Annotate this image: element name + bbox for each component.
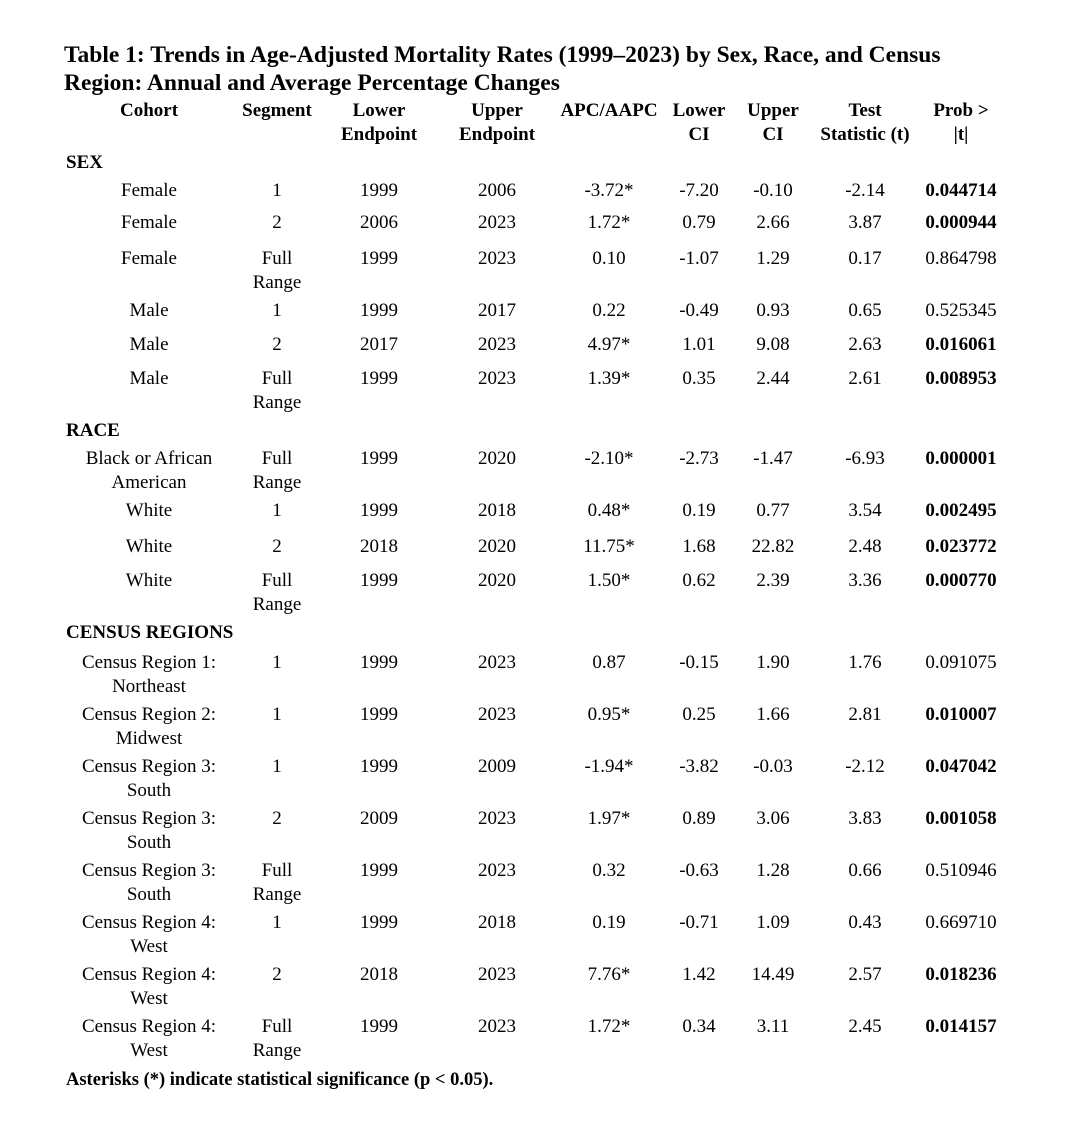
table-cell-lower: 1999	[360, 500, 398, 521]
header-upper-ci-line: Upper	[747, 100, 799, 121]
table-cell-segment	[232, 807, 322, 831]
table-cell-upper: 2023	[478, 1016, 516, 1037]
table-cell-apc: 0.22	[592, 300, 626, 321]
table-cell-cohort-line: White	[125, 500, 173, 521]
table-cell-cohort-line: Female	[121, 248, 177, 269]
section-label-race: RACE	[66, 420, 120, 441]
table-cell-segment-line: Range	[252, 1040, 302, 1061]
table-cell-segment-line: Full	[261, 570, 293, 591]
table-cell-t: 0.43	[848, 912, 882, 933]
table-cell-cohort	[49, 1015, 249, 1063]
header-prob-line: |t|	[953, 124, 969, 145]
table-cell-cohort-line: Midwest	[115, 728, 183, 749]
table-cell-segment-line: 2	[272, 212, 282, 233]
table-cell-cohort	[49, 447, 249, 495]
table-cell-cohort	[49, 535, 249, 559]
table-cell-upper: 2023	[478, 652, 516, 673]
table-cell-lci: 1.01	[682, 334, 716, 355]
table-cell-cohort	[49, 333, 249, 357]
table-cell-uci: 1.90	[756, 652, 790, 673]
table-cell-p: 0.008953	[925, 368, 997, 389]
section-label-sex: SEX	[66, 152, 103, 173]
table-cell-lci: 0.79	[682, 212, 716, 233]
table-cell-cohort	[49, 247, 249, 271]
table-cell-p: 0.000001	[925, 448, 997, 469]
header-lower-endpoint-line: Endpoint	[340, 124, 418, 145]
table-cell-lower: 1999	[360, 652, 398, 673]
table-cell-t: 3.83	[848, 808, 882, 829]
table-cell-uci: 22.82	[751, 536, 795, 557]
table-cell-p: 0.016061	[925, 334, 997, 355]
table-cell-cohort-line: South	[126, 832, 172, 853]
table-cell-apc: -1.94*	[584, 756, 634, 777]
table-cell-cohort-line: Census Region 2:	[81, 704, 217, 725]
table-cell-uci: 2.44	[756, 368, 790, 389]
table-cell-upper: 2018	[478, 500, 516, 521]
table-cell-segment-line: Range	[252, 884, 302, 905]
table-cell-cohort	[49, 755, 249, 803]
table-cell-cohort-line: Black or African	[85, 448, 213, 469]
table-cell-lci: 0.34	[682, 1016, 716, 1037]
table-cell-cohort-line: Female	[121, 212, 177, 233]
table-cell-p: 0.018236	[925, 964, 997, 985]
section-label-census: CENSUS REGIONS	[66, 622, 234, 643]
table-cell-lci: -0.49	[679, 300, 719, 321]
table-cell-upper: 2017	[478, 300, 516, 321]
table-cell-cohort	[49, 911, 249, 959]
table-cell-apc: 0.32	[592, 860, 626, 881]
table-cell-segment-line: Range	[252, 594, 302, 615]
table-cell-cohort-line: West	[130, 1040, 168, 1061]
table-cell-uci: 2.39	[756, 570, 790, 591]
table-cell-t: -6.93	[845, 448, 885, 469]
header-prob	[886, 99, 1036, 147]
table-cell-cohort-line: West	[130, 936, 168, 957]
table-cell-upper: 2009	[478, 756, 516, 777]
table-cell-lci: -7.20	[679, 180, 719, 201]
table-cell-cohort	[49, 299, 249, 323]
table-cell-lci: 1.42	[682, 964, 716, 985]
header-upper-ci-line: CI	[762, 124, 784, 145]
table-cell-segment	[232, 299, 322, 323]
table-cell-cohort-line: Census Region 1:	[81, 652, 217, 673]
table-cell-lower: 1999	[360, 704, 398, 725]
table-cell-lci: -0.63	[679, 860, 719, 881]
table-cell-uci: 14.49	[751, 964, 795, 985]
table-cell-segment-line: 2	[272, 964, 282, 985]
table-cell-p: 0.001058	[925, 808, 997, 829]
table-title-line-1: Table 1: Trends in Age-Adjusted Mortality Rates (1999–2023) by Sex, Race, and Census	[64, 42, 941, 68]
table-cell-lower: 1999	[360, 570, 398, 591]
table-cell-t: 1.76	[848, 652, 882, 673]
table-cell-lci: 0.89	[682, 808, 716, 829]
table-cell-upper: 2020	[478, 536, 516, 557]
table-title	[64, 41, 1024, 97]
table-cell-segment-line: 2	[272, 536, 282, 557]
table-cell-t: 0.17	[848, 248, 882, 269]
table-cell-apc: 11.75*	[583, 536, 635, 557]
table-cell-uci: -0.10	[753, 180, 793, 201]
table-cell-segment-line: 1	[272, 652, 282, 673]
table-cell-apc: 0.87	[592, 652, 626, 673]
table-cell-p: 0.023772	[925, 536, 997, 557]
table-cell-t: 2.63	[848, 334, 882, 355]
table-cell-cohort-line: American	[111, 472, 187, 493]
table-cell-upper: 2023	[478, 964, 516, 985]
table-cell-p: 0.864798	[925, 248, 997, 269]
table-cell-apc: 0.19	[592, 912, 626, 933]
table-cell-t: 3.36	[848, 570, 882, 591]
table-cell-segment	[232, 651, 322, 675]
table-cell-p: 0.010007	[925, 704, 997, 725]
table-cell-lower: 2018	[360, 536, 398, 557]
table-cell-apc: 1.97*	[587, 808, 631, 829]
table-cell-t: 2.57	[848, 964, 882, 985]
header-cohort-line: Cohort	[119, 100, 179, 121]
table-cell-segment	[232, 499, 322, 523]
table-cell-t: 3.87	[848, 212, 882, 233]
table-cell-cohort	[49, 651, 249, 699]
table-cell-p: 0.000944	[925, 212, 997, 233]
table-cell-segment	[232, 1015, 322, 1063]
table-cell-upper: 2023	[478, 248, 516, 269]
table-cell-uci: 0.77	[756, 500, 790, 521]
table-cell-cohort-line: Census Region 3:	[81, 756, 217, 777]
table-cell-cohort	[49, 211, 249, 235]
table-cell-cohort	[49, 179, 249, 203]
table-cell-cohort	[49, 499, 249, 523]
table-cell-lci: 0.19	[682, 500, 716, 521]
table-cell-uci: 0.93	[756, 300, 790, 321]
table-cell-segment	[232, 333, 322, 357]
table-cell-cohort-line: Census Region 4:	[81, 964, 217, 985]
table-cell-segment	[232, 859, 322, 907]
table-cell-segment	[232, 703, 322, 727]
table-cell-apc: 0.10	[592, 248, 626, 269]
table-cell-cohort-line: West	[130, 988, 168, 1009]
header-lower-ci-line: CI	[688, 124, 710, 145]
header-upper-endpoint-line: Endpoint	[458, 124, 536, 145]
table-cell-apc: 1.50*	[587, 570, 631, 591]
table-cell-p: 0.510946	[925, 860, 997, 881]
table-cell-uci: 3.11	[756, 1016, 790, 1037]
table-cell-uci: 9.08	[756, 334, 790, 355]
table-cell-apc: 1.72*	[587, 1016, 631, 1037]
table-cell-cohort-line: Census Region 3:	[81, 860, 217, 881]
table-cell-apc: 7.76*	[587, 964, 631, 985]
table-cell-cohort-line: Male	[129, 334, 169, 355]
table-cell-lci: -0.15	[679, 652, 719, 673]
table-cell-t: 0.65	[848, 300, 882, 321]
table-cell-cohort	[49, 859, 249, 907]
table-cell-lower: 1999	[360, 368, 398, 389]
table-cell-upper: 2020	[478, 448, 516, 469]
table-cell-t: -2.12	[845, 756, 885, 777]
table-cell-segment	[232, 569, 322, 617]
table-cell-lower: 2006	[360, 212, 398, 233]
table-cell-lower: 2009	[360, 808, 398, 829]
table-cell-cohort-line: Northeast	[112, 676, 186, 697]
table-cell-uci: 1.66	[756, 704, 790, 725]
table-cell-cohort-line: White	[125, 536, 173, 557]
table-cell-p: 0.002495	[925, 500, 997, 521]
table-cell-cohort	[49, 807, 249, 855]
header-lower-ci-line: Lower	[672, 100, 726, 121]
table-cell-cohort-line: Female	[121, 180, 177, 201]
table-cell-cohort-line: Census Region 3:	[81, 808, 217, 829]
table-cell-cohort-line: White	[125, 570, 173, 591]
table-cell-p: 0.044714	[925, 180, 997, 201]
table-cell-segment	[232, 447, 322, 495]
table-cell-uci: 1.29	[756, 248, 790, 269]
table-cell-segment-line: Full	[261, 860, 293, 881]
table-cell-apc: 0.95*	[587, 704, 631, 725]
table-cell-lower: 1999	[360, 912, 398, 933]
table-cell-cohort	[49, 367, 249, 391]
table-cell-segment	[232, 963, 322, 987]
table-cell-p: 0.525345	[925, 300, 997, 321]
table-cell-segment-line: Range	[252, 392, 302, 413]
table-cell-upper: 2023	[478, 212, 516, 233]
table-cell-segment-line: 1	[272, 500, 282, 521]
table-cell-segment-line: 1	[272, 704, 282, 725]
table-cell-uci: 3.06	[756, 808, 790, 829]
table-cell-cohort	[49, 569, 249, 593]
table-cell-uci: 1.09	[756, 912, 790, 933]
table-cell-segment	[232, 367, 322, 415]
table-cell-uci: -1.47	[753, 448, 793, 469]
table-cell-segment	[232, 247, 322, 295]
table-cell-lower: 1999	[360, 248, 398, 269]
table-cell-p: 0.000770	[925, 570, 997, 591]
table-cell-segment-line: 2	[272, 334, 282, 355]
table-cell-segment-line: Range	[252, 272, 302, 293]
table-title-line-2: Region: Annual and Average Percentage Changes	[64, 70, 560, 96]
table-cell-segment-line: 1	[272, 180, 282, 201]
table-cell-apc: 1.39*	[587, 368, 631, 389]
table-cell-segment-line: 1	[272, 300, 282, 321]
table-cell-segment	[232, 755, 322, 779]
table-cell-upper: 2023	[478, 334, 516, 355]
table-cell-segment	[232, 911, 322, 935]
table-cell-apc: 0.48*	[587, 500, 631, 521]
table-cell-cohort-line: Census Region 4:	[81, 1016, 217, 1037]
table-cell-segment	[232, 179, 322, 203]
table-cell-segment-line: Full	[261, 448, 293, 469]
table-cell-t: 2.48	[848, 536, 882, 557]
table-cell-cohort-line: South	[126, 884, 172, 905]
table-cell-cohort-line: Male	[129, 368, 169, 389]
header-upper-endpoint-line: Upper	[471, 100, 523, 121]
table-cell-lci: 1.68	[682, 536, 716, 557]
table-cell-t: 2.81	[848, 704, 882, 725]
table-cell-segment-line: Full	[261, 248, 293, 269]
table-cell-uci: 2.66	[756, 212, 790, 233]
table-cell-t: 2.45	[848, 1016, 882, 1037]
table-cell-segment-line: 1	[272, 756, 282, 777]
table-cell-upper: 2023	[478, 808, 516, 829]
table-cell-cohort	[49, 963, 249, 1011]
table-cell-lci: -2.73	[679, 448, 719, 469]
table-cell-segment	[232, 535, 322, 559]
table-cell-cohort-line: South	[126, 780, 172, 801]
table-cell-lower: 1999	[360, 756, 398, 777]
table-cell-upper: 2006	[478, 180, 516, 201]
table-cell-p: 0.669710	[925, 912, 997, 933]
table-cell-lci: -0.71	[679, 912, 719, 933]
header-lower-endpoint-line: Lower	[352, 100, 406, 121]
table-cell-segment-line: Full	[261, 368, 293, 389]
table-cell-lower: 1999	[360, 860, 398, 881]
table-cell-lower: 1999	[360, 1016, 398, 1037]
table-cell-lower: 1999	[360, 300, 398, 321]
header-apc-line: APC/AAPC	[560, 100, 658, 121]
table-cell-lci: -3.82	[679, 756, 719, 777]
table-cell-apc: 4.97*	[587, 334, 631, 355]
table-cell-lower: 1999	[360, 180, 398, 201]
table-cell-upper: 2023	[478, 704, 516, 725]
table-cell-segment-line: Full	[261, 1016, 293, 1037]
table-cell-p: 0.014157	[925, 1016, 997, 1037]
table-cell-apc: 1.72*	[587, 212, 631, 233]
table-cell-segment-line: 1	[272, 912, 282, 933]
table-cell-upper: 2023	[478, 368, 516, 389]
table-cell-upper: 2023	[478, 860, 516, 881]
table-cell-segment-line: Range	[252, 472, 302, 493]
table-cell-cohort	[49, 703, 249, 751]
header-test-stat-line: Statistic (t)	[820, 124, 910, 145]
table-cell-upper: 2020	[478, 570, 516, 591]
table-cell-lci: 0.25	[682, 704, 716, 725]
table-cell-lower: 1999	[360, 448, 398, 469]
table-cell-lci: 0.62	[682, 570, 716, 591]
table-cell-segment-line: 2	[272, 808, 282, 829]
table-cell-apc: -2.10*	[584, 448, 634, 469]
header-prob-line: Prob >	[933, 100, 989, 121]
header-segment-line: Segment	[242, 100, 312, 121]
table-cell-cohort-line: Census Region 4:	[81, 912, 217, 933]
footnote: Asterisks (*) indicate statistical significance (p < 0.05).	[66, 1070, 494, 1090]
table-cell-upper: 2018	[478, 912, 516, 933]
table-cell-uci: 1.28	[756, 860, 790, 881]
table-cell-cohort-line: Male	[129, 300, 169, 321]
table-cell-p: 0.047042	[925, 756, 997, 777]
header-test-stat-line: Test	[848, 100, 882, 121]
table-cell-t: 3.54	[848, 500, 882, 521]
table-cell-uci: -0.03	[753, 756, 793, 777]
table-cell-lci: -1.07	[679, 248, 719, 269]
table-cell-segment	[232, 211, 322, 235]
table-cell-t: 0.66	[848, 860, 882, 881]
table-cell-lci: 0.35	[682, 368, 716, 389]
table-cell-lower: 2018	[360, 964, 398, 985]
table-cell-t: 2.61	[848, 368, 882, 389]
table-cell-t: -2.14	[845, 180, 885, 201]
table-cell-apc: -3.72*	[584, 180, 634, 201]
table-cell-lower: 2017	[360, 334, 398, 355]
table-cell-p: 0.091075	[925, 652, 997, 673]
